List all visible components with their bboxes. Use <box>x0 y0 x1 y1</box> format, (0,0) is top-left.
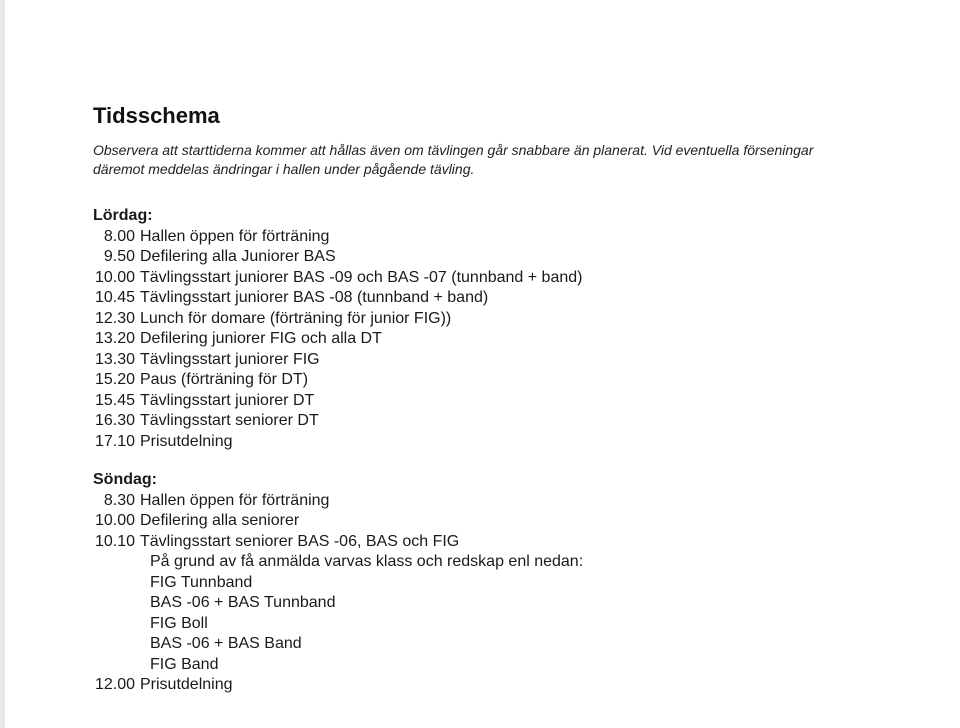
schedule-row <box>93 268 920 289</box>
section-heading: Lördag: <box>93 207 153 224</box>
schedule-row <box>93 247 920 268</box>
schedule-text: Defilering alla seniorer <box>140 512 300 529</box>
schedule-text: Tävlingsstart juniorer FIG <box>140 350 320 368</box>
schedule-row <box>93 350 920 371</box>
schedule-time: 16.30 <box>94 412 135 429</box>
schedule-time: 12.00 <box>94 676 135 693</box>
schedule-time: 10.45 <box>94 289 135 306</box>
schedule-row <box>93 309 920 330</box>
schedule-row <box>93 532 920 553</box>
schedule-text: Tävlingsstart juniorer BAS -09 och BAS -07 (tunnband + band) <box>140 268 583 286</box>
section-saturday <box>93 206 920 452</box>
document-page <box>93 103 920 696</box>
schedule-time <box>93 573 135 594</box>
schedule-text: Tävlingsstart seniorer BAS -06, BAS och FIG <box>140 532 460 550</box>
schedule-text: FIG Boll <box>150 614 208 632</box>
schedule-row <box>93 573 920 594</box>
schedule-time: 8.00 <box>103 227 135 245</box>
schedule-row <box>93 227 920 248</box>
schedule-text: BAS -06 + BAS Band <box>150 635 302 652</box>
schedule-text: Hallen öppen för förträning <box>140 227 330 245</box>
schedule-time: 9.50 <box>103 248 135 265</box>
schedule-row <box>93 411 920 432</box>
schedule-time <box>93 552 135 573</box>
schedule-row <box>93 391 920 412</box>
schedule-time: 10.00 <box>94 268 135 286</box>
schedule-time <box>93 655 135 676</box>
schedule-row <box>93 614 920 635</box>
schedule-text: Prisutdelning <box>140 676 233 693</box>
schedule-row <box>93 370 920 391</box>
schedule-row <box>93 634 920 655</box>
schedule-text: FIG Tunnband <box>150 573 253 591</box>
schedule-text: Prisutdelning <box>140 432 233 450</box>
schedule-row <box>93 432 920 453</box>
schedule-time <box>93 614 135 635</box>
section-heading: Söndag: <box>93 471 157 488</box>
schedule-time: 13.30 <box>94 350 135 368</box>
schedule-row <box>93 552 920 573</box>
schedule-time: 10.10 <box>94 532 135 550</box>
schedule-time <box>93 593 135 614</box>
schedule-time: 15.20 <box>94 371 135 388</box>
schedule-text: Lunch för domare (förträning för junior FIG)) <box>140 309 452 327</box>
schedule-time: 15.45 <box>94 391 135 409</box>
schedule-text: Tävlingsstart juniorer DT <box>140 391 315 409</box>
schedule-row <box>93 288 920 309</box>
schedule-text: FIG Band <box>150 655 219 673</box>
page-edge-stripe <box>0 0 5 728</box>
schedule-row <box>93 675 920 696</box>
schedule-text: Hallen öppen för förträning <box>140 491 330 509</box>
schedule-text: BAS -06 + BAS Tunnband <box>150 594 336 611</box>
schedule-text: Defilering juniorer FIG och alla DT <box>140 330 382 347</box>
notice-line: Observera att starttiderna kommer att hållas även om tävlingen går snabbare än planerat. Vid eventuella förseningar <box>93 142 814 158</box>
schedule-time <box>93 634 135 655</box>
schedule-time: 8.30 <box>103 491 135 509</box>
schedule-text: Tävlingsstart juniorer BAS -08 (tunnband + band) <box>140 289 489 306</box>
schedule-text: Paus (förträning för DT) <box>140 371 309 388</box>
schedule-row <box>93 655 920 676</box>
page-title: Tidsschema <box>93 103 220 128</box>
notice-line: däremot meddelas ändringar i hallen under pågående tävling. <box>93 161 475 177</box>
schedule-text: På grund av få anmälda varvas klass och redskap enl nedan: <box>150 553 584 570</box>
schedule-text: Tävlingsstart seniorer DT <box>140 412 319 429</box>
schedule-row <box>93 593 920 614</box>
notice-paragraph <box>93 141 920 179</box>
schedule-time: 12.30 <box>94 309 135 327</box>
schedule-row <box>93 491 920 512</box>
schedule-row <box>93 329 920 350</box>
schedule-time: 13.20 <box>94 330 135 347</box>
schedule-time: 10.00 <box>94 512 135 529</box>
schedule-row <box>93 511 920 532</box>
schedule-text: Defilering alla Juniorer BAS <box>140 248 336 265</box>
schedule-time: 17.10 <box>94 432 135 450</box>
section-sunday <box>93 470 920 696</box>
